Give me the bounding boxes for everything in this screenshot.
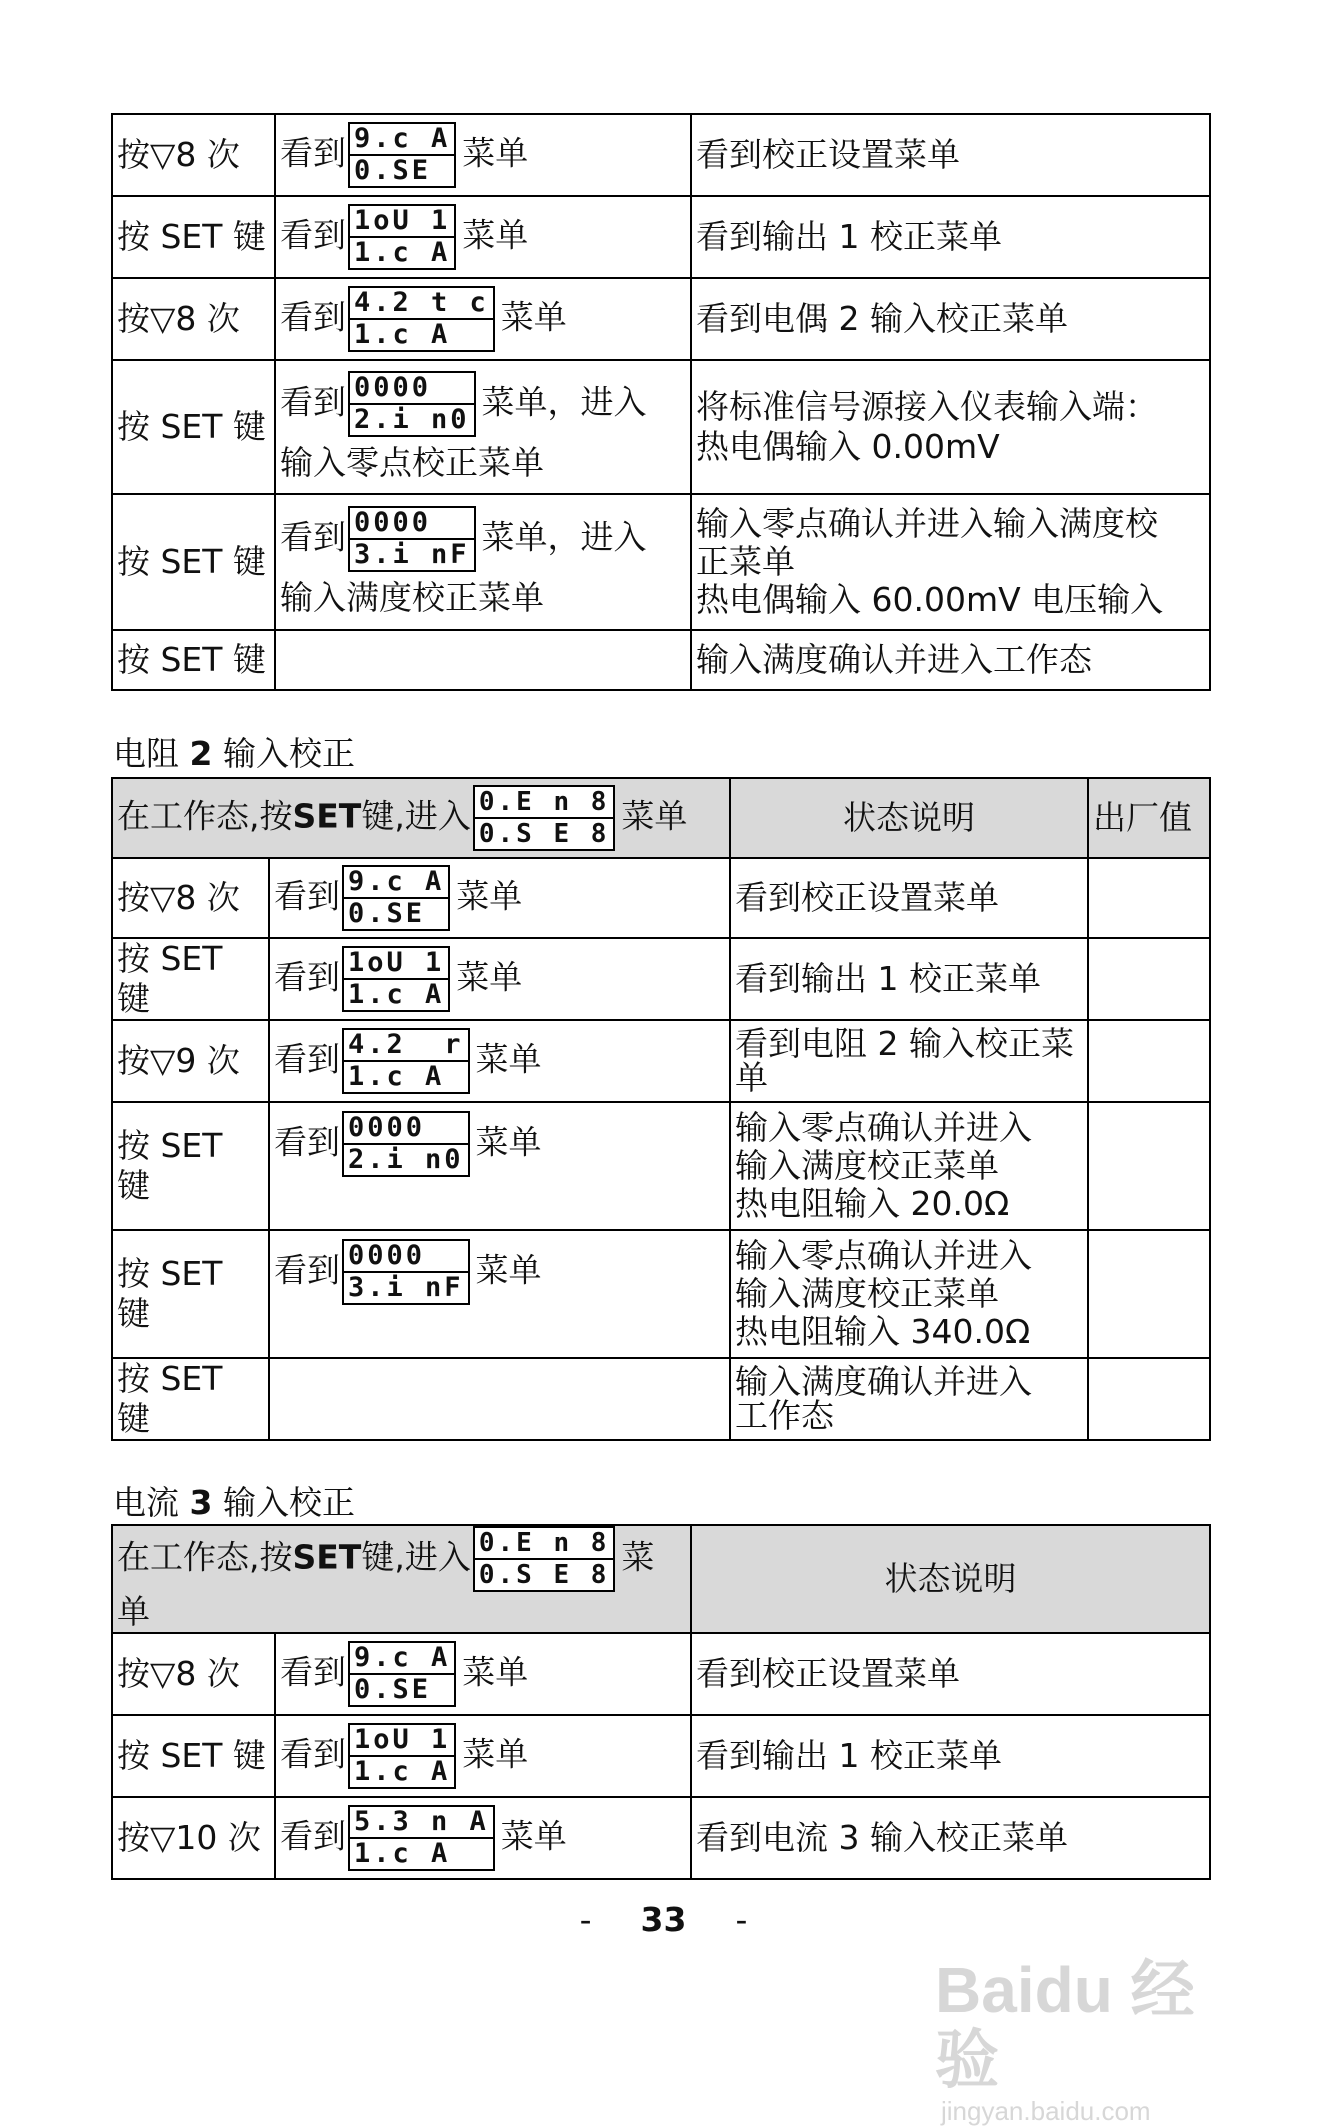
key-cell: 按 SET 键 — [112, 494, 275, 630]
description-cell — [691, 114, 1210, 196]
table-row — [112, 1797, 1210, 1879]
description-cell — [730, 1230, 1088, 1358]
description-cell — [691, 360, 1210, 494]
menu-label: 菜单 — [500, 297, 567, 337]
desc-line: 输入满度校正菜单 — [735, 1146, 999, 1185]
lcd-line-bottom: 3.i nF — [350, 538, 474, 570]
description-cell — [730, 1020, 1088, 1102]
menu-label: 菜单 — [462, 1734, 529, 1774]
calibration-table-3 — [111, 1524, 1211, 1880]
header-instruction — [112, 778, 730, 858]
lcd-line-top: 0.E n 8 — [478, 787, 610, 817]
menu-continuation: 输入满度校正菜单 — [280, 578, 544, 617]
lcd-display — [342, 1111, 470, 1177]
display-cell — [269, 1102, 730, 1230]
page-number-value: 33 — [640, 1900, 687, 1939]
header-text: 键,进入 — [361, 796, 471, 836]
desc-line: 看到校正设置菜单 — [696, 1654, 960, 1693]
lcd-display — [348, 1641, 456, 1707]
menu-label: 菜单，进入 — [481, 382, 647, 422]
table-row — [112, 360, 1210, 494]
display-cell — [269, 1020, 730, 1102]
table-row — [112, 1715, 1210, 1797]
lcd-line-top: 0000 — [354, 372, 432, 403]
title-text: 电阻 — [113, 734, 179, 773]
key-cell: 按 SET 键 — [112, 630, 275, 690]
display-cell — [275, 360, 691, 494]
display-cell — [275, 196, 691, 278]
description-cell — [691, 494, 1210, 630]
lcd-display — [348, 204, 456, 270]
see-label: 看到 — [280, 1816, 346, 1856]
lcd-line-top: 9.c A — [348, 866, 445, 897]
table-row — [112, 1358, 1210, 1440]
factory-cell — [1088, 1358, 1210, 1440]
header-text: 在工作态,按 — [117, 1537, 293, 1577]
menu-label: 菜单 — [462, 133, 529, 173]
display-cell — [269, 938, 730, 1020]
see-label: 看到 — [280, 133, 346, 173]
key-cell: 按 SET 键 — [112, 1102, 269, 1230]
key-cell: 按▽9 次 — [112, 1020, 269, 1102]
display-cell — [275, 1715, 691, 1797]
table-row — [112, 938, 1210, 1020]
desc-line: 输入满度确认并进入 — [735, 1362, 1032, 1401]
desc-line: 看到校正设置菜单 — [735, 878, 999, 917]
lcd-line-top: 0000 — [348, 1240, 426, 1271]
menu-label: 菜单 — [456, 957, 523, 997]
page-dash: - — [579, 1900, 592, 1939]
desc-line: 看到校正设置菜单 — [696, 135, 960, 174]
lcd-line-bottom: 1.c A — [344, 978, 448, 1010]
table-row — [112, 114, 1210, 196]
lcd-line-bottom: 1.c A — [344, 1060, 468, 1092]
see-label: 看到 — [280, 1734, 346, 1774]
see-label: 看到 — [274, 1122, 340, 1162]
display-cell — [275, 1633, 691, 1715]
menu-continuation: 输入零点校正菜单 — [280, 443, 544, 482]
factory-cell — [1088, 1230, 1210, 1358]
section-title-current — [113, 1483, 355, 1523]
page-number — [0, 1900, 1327, 1939]
header-status: 状态说明 — [730, 778, 1088, 858]
table-header-row — [112, 778, 1210, 858]
description-cell — [730, 858, 1088, 938]
key-cell: 按 SET 键 — [112, 360, 275, 494]
desc-line: 看到输出 1 校正菜单 — [696, 1736, 1002, 1775]
desc-line: 热电偶输入 60.00mV 电压输入 — [696, 580, 1164, 619]
lcd-display — [348, 1805, 495, 1871]
factory-cell — [1088, 1020, 1210, 1102]
desc-line: 输入满度校正菜单 — [735, 1274, 999, 1313]
display-cell — [269, 1358, 730, 1440]
see-label: 看到 — [280, 1652, 346, 1692]
description-cell — [691, 196, 1210, 278]
display-cell — [275, 278, 691, 360]
header-status: 状态说明 — [691, 1525, 1210, 1633]
lcd-line-bottom: 0.SE — [344, 897, 448, 929]
lcd-line-top: 9.c A — [354, 1642, 451, 1673]
table-row — [112, 1230, 1210, 1358]
desc-line: 看到输出 1 校正菜单 — [696, 217, 1002, 256]
table-row — [112, 858, 1210, 938]
watermark-url: jingyan.baidu.com — [941, 2096, 1151, 2126]
page-dash: - — [735, 1900, 748, 1939]
lcd-line-top: 9.c A — [354, 123, 451, 154]
menu-label: 菜单 — [475, 1039, 542, 1079]
desc-line: 正菜单 — [696, 542, 795, 581]
desc-line: 热电阻输入 340.0Ω — [735, 1312, 1031, 1351]
table-row — [112, 1633, 1210, 1715]
see-label: 看到 — [280, 297, 346, 337]
description-cell — [691, 1797, 1210, 1879]
display-cell — [275, 630, 691, 690]
lcd-line-bottom: 1.c A — [350, 236, 454, 268]
see-label: 看到 — [280, 215, 346, 255]
section-title-resistance — [113, 734, 355, 774]
key-cell: 按 SET 键 — [112, 1715, 275, 1797]
key-cell: 按 SET 键 — [112, 1230, 269, 1358]
title-number: 3 — [189, 1483, 213, 1522]
description-cell — [691, 1715, 1210, 1797]
description-cell — [691, 630, 1210, 690]
description-cell — [691, 278, 1210, 360]
lcd-line-top: 1oU 1 — [348, 947, 445, 978]
lcd-display — [473, 1526, 616, 1592]
lcd-display — [342, 1028, 470, 1094]
title-text: 输入校正 — [222, 734, 355, 773]
display-cell — [275, 1797, 691, 1879]
calibration-table-2 — [111, 777, 1211, 1441]
see-label: 看到 — [274, 957, 340, 997]
lcd-display — [348, 122, 456, 188]
desc-line: 输入零点确认并进入 — [735, 1236, 1032, 1275]
baidu-watermark — [935, 1954, 1235, 2126]
header-instruction — [112, 1525, 691, 1633]
header-factory-value: 出厂值 — [1088, 778, 1210, 858]
desc-line: 输入满度确认并进入工作态 — [696, 640, 1092, 679]
table-row — [112, 1020, 1210, 1102]
see-label: 看到 — [280, 517, 346, 557]
desc-line: 热电阻输入 20.0Ω — [735, 1184, 1010, 1223]
lcd-display — [348, 506, 476, 572]
table-row — [112, 278, 1210, 360]
header-key: SET — [292, 1537, 362, 1577]
table-row — [112, 630, 1210, 690]
factory-cell — [1088, 938, 1210, 1020]
header-text: 在工作态,按 — [117, 796, 293, 836]
watermark-logo-text: Baidu 经验 — [935, 1954, 1195, 2096]
description-cell — [730, 938, 1088, 1020]
header-key: SET — [292, 796, 362, 836]
table-header-row — [112, 1525, 1210, 1633]
factory-cell — [1088, 1102, 1210, 1230]
lcd-line-bottom: 1.c A — [350, 1755, 454, 1787]
lcd-line-bottom: 0.SE — [350, 154, 454, 186]
table-row — [112, 196, 1210, 278]
lcd-line-bottom: 2.i n0 — [344, 1143, 468, 1175]
lcd-line-top: 4.2 t c — [354, 287, 489, 318]
table-row — [112, 494, 1210, 630]
description-cell — [730, 1358, 1088, 1440]
see-label: 看到 — [274, 876, 340, 916]
menu-label: 菜单 — [462, 215, 529, 255]
lcd-display — [342, 1239, 470, 1305]
table-row — [112, 1102, 1210, 1230]
lcd-display — [342, 946, 450, 1012]
desc-line: 输入零点确认并进入输入满度校 — [696, 504, 1158, 543]
desc-line: 单 — [735, 1058, 768, 1097]
see-label: 看到 — [274, 1039, 340, 1079]
key-cell: 按▽8 次 — [112, 114, 275, 196]
desc-line: 看到电阻 2 输入校正菜 — [735, 1024, 1074, 1063]
lcd-line-bottom: 0.S E 8 — [475, 817, 614, 849]
menu-label: 菜单，进入 — [481, 517, 647, 557]
lcd-line-top: 0.E n 8 — [478, 1528, 610, 1558]
description-cell — [691, 1633, 1210, 1715]
desc-line: 输入零点确认并进入 — [735, 1108, 1032, 1147]
key-cell: 按 SET 键 — [112, 938, 269, 1020]
lcd-line-top: 0000 — [348, 1112, 426, 1143]
desc-line: 热电偶输入 0.00mV — [696, 427, 1000, 466]
see-label: 看到 — [280, 382, 346, 422]
desc-line: 看到输出 1 校正菜单 — [735, 959, 1041, 998]
lcd-display — [348, 1723, 456, 1789]
display-cell — [269, 1230, 730, 1358]
desc-line: 看到电流 3 输入校正菜单 — [696, 1818, 1068, 1857]
key-cell: 按▽8 次 — [112, 1633, 275, 1715]
lcd-line-bottom: 1.c A — [350, 1837, 493, 1869]
key-cell: 按▽8 次 — [112, 278, 275, 360]
key-cell: 按 SET 键 — [112, 1358, 269, 1440]
display-cell — [275, 114, 691, 196]
lcd-line-top: 5.3 n A — [354, 1806, 489, 1837]
header-text: 菜单 — [621, 796, 688, 836]
title-number: 2 — [189, 734, 213, 773]
lcd-line-top: 0000 — [354, 507, 432, 538]
lcd-line-bottom: 1.c A — [350, 318, 493, 350]
menu-label: 菜单 — [462, 1652, 529, 1692]
desc-line: 看到电偶 2 输入校正菜单 — [696, 299, 1068, 338]
title-text: 电流 — [113, 1483, 179, 1522]
calibration-table-1 — [111, 113, 1211, 691]
menu-label: 菜单 — [456, 876, 523, 916]
description-cell — [730, 1102, 1088, 1230]
key-cell: 按▽8 次 — [112, 858, 269, 938]
key-cell: 按▽10 次 — [112, 1797, 275, 1879]
lcd-line-top: 4.2 r — [348, 1029, 464, 1060]
lcd-line-bottom: 0.S E 8 — [475, 1558, 614, 1590]
lcd-display — [342, 865, 450, 931]
factory-cell — [1088, 858, 1210, 938]
menu-label: 菜单 — [500, 1816, 567, 1856]
lcd-line-top: 1oU 1 — [354, 205, 451, 236]
lcd-display — [473, 785, 616, 851]
header-text: 键,进入 — [361, 1537, 471, 1577]
desc-line: 将标准信号源接入仪表输入端： — [696, 387, 1158, 426]
display-cell — [269, 858, 730, 938]
lcd-line-top: 1oU 1 — [354, 1724, 451, 1755]
lcd-display — [348, 286, 495, 352]
menu-label: 菜单 — [475, 1122, 542, 1162]
menu-label: 菜单 — [475, 1250, 542, 1290]
see-label: 看到 — [274, 1250, 340, 1290]
display-cell — [275, 494, 691, 630]
lcd-display — [348, 371, 476, 437]
desc-line: 工作态 — [735, 1396, 834, 1435]
lcd-line-bottom: 0.SE — [350, 1673, 454, 1705]
title-text: 输入校正 — [222, 1483, 355, 1522]
lcd-line-bottom: 3.i nF — [344, 1271, 468, 1303]
lcd-line-bottom: 2.i n0 — [350, 403, 474, 435]
key-cell: 按 SET 键 — [112, 196, 275, 278]
header-text: 菜单 — [117, 1537, 655, 1631]
